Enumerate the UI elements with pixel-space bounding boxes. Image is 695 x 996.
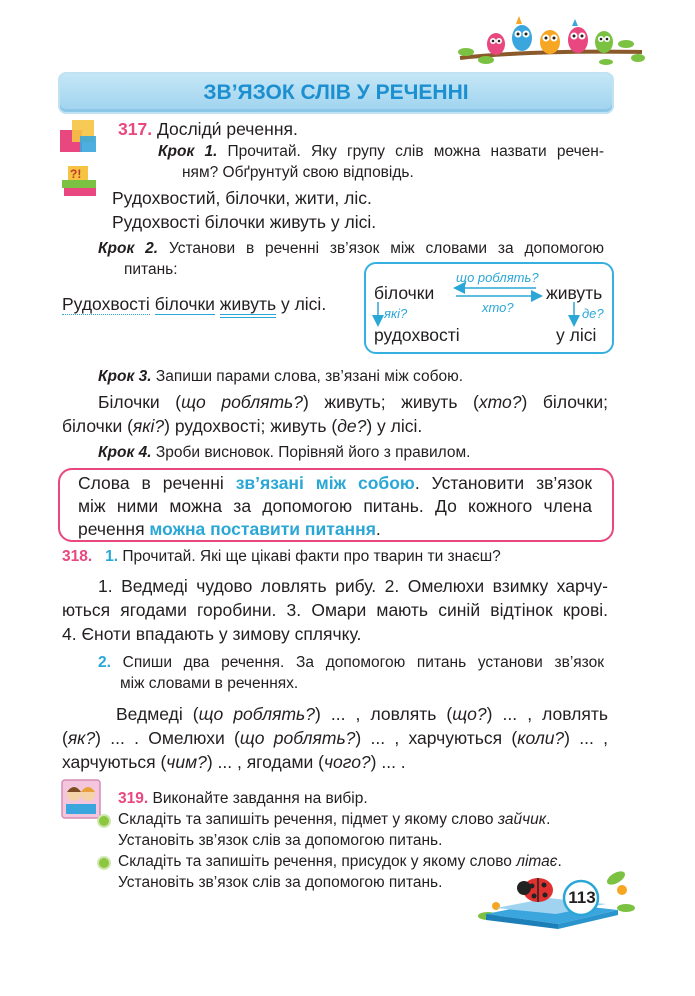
step-label: Крок 1. (158, 143, 218, 160)
attribute-word: Рудохвості (62, 294, 150, 314)
bullet-icon (97, 856, 111, 870)
exercise-number: 319. (118, 790, 149, 807)
option2-line1: Складіть та запишіть речення, присудок у якому слово літає. (118, 853, 562, 870)
children-reading-icon (58, 776, 104, 822)
page-number: 113 (568, 888, 596, 907)
exercise-number: 317. (118, 119, 153, 139)
pairs-line2: білочки (які?) рудохвості; живуть (де?) у лісі. (62, 416, 423, 436)
diagram-word-u-lisi: у лісі (556, 325, 597, 345)
predicate-word: живуть (220, 294, 276, 318)
step2-line1: Крок 2. Установи в реченні зв’язок між словами за допомогою (98, 240, 604, 257)
subtask-number: 2. (98, 654, 111, 671)
key-word: літає (516, 853, 558, 870)
facts-line1: 1. Ведмеді чудово ловлять рибу. 2. Омелюхи взимку харчу- (98, 576, 608, 596)
rule-highlight: зв’язані між собою (235, 473, 415, 493)
diagram-word-bilochky: білочки (374, 283, 435, 303)
books-question-icon (58, 160, 100, 198)
option1-line2: Установіть зв’язок слів за допомогою питань. (118, 832, 443, 849)
rule-highlight: можна поставити питання (149, 519, 376, 539)
rule-line1: Слова в реченні зв’язані між собою. Установити зв’язок (78, 473, 593, 493)
geometric-shapes-icon (58, 116, 100, 156)
ex319-heading: 319. Виконайте завдання на вибір. (118, 790, 368, 807)
rule-line2: між ними можна за допомогою питань. До кожного члена (78, 496, 592, 516)
step1-line1: Крок 1. Прочитай. Яку групу слів можна назвати речен- (158, 143, 604, 160)
option1-line1: Складіть та запишіть речення, підмет у якому слово зайчик. (118, 811, 551, 828)
pairs-line1: Білочки (що роблять?) живуть; живуть (хто?) білочки; (98, 392, 608, 412)
fill-line2: (як?) ... . Омелюхи (що роблять?) ... , харчуються (коли?) ... , (62, 728, 608, 748)
facts-line2: ються ягодами горобини. 3. Омари мають синій відтінок крові. (62, 600, 608, 620)
option2-line2: Установіть зв’язок слів за допомогою питань. (118, 874, 443, 891)
fill-line1: Ведмеді (що роблять?) ... , ловлять (що?) ... , ловлять (116, 704, 608, 724)
ex317-heading (118, 117, 298, 141)
bullet-icon (97, 814, 111, 828)
books-ladybug-illustration (476, 858, 636, 930)
diagram-word-rudokhvosti: рудохвості (374, 325, 460, 345)
step4: Крок 4. Зроби висновок. Порівняй його з правилом. (98, 444, 471, 461)
diagram-question-khto: хто? (482, 300, 514, 315)
diagram-question-de: де? (582, 306, 604, 321)
step1-line2: ням? Обґрунтуй свою відповідь. (182, 164, 414, 181)
ex318-task2-line2: між словами в реченнях. (120, 675, 299, 692)
svg-text:?!: ?! (70, 167, 82, 181)
analyzed-sentence: Рудохвості білочки живуть у лісі. (62, 292, 326, 316)
section-title: ЗВ’ЯЗОК СЛІВ У РЕЧЕННІ (58, 72, 614, 114)
step3: Крок 3. Запиши парами слова, зв’язані між собою. (98, 368, 464, 385)
diagram-question-yaki: які? (384, 306, 408, 321)
facts-line3: 4. Єноти впадають у зимову сплячку. (62, 624, 362, 644)
exercise-number: 318. (62, 548, 93, 565)
ex318-task2-line1: 2. Спиши два речення. За допомогою питань установи зв’язок (98, 654, 604, 671)
fill-line3: харчуються (чим?) ... , ягодами (чого?) ... . (62, 752, 406, 772)
subtask-number: 1. (105, 548, 119, 565)
subject-word: білочки (154, 294, 215, 314)
sentence: Рудохвості білочки живуть у лісі. (112, 212, 377, 232)
ex318-heading: 318. 1. Прочитай. Які ще цікаві факти про тварин ти знаєш? (62, 548, 501, 565)
diagram-question-scho-robliat: що роблять? (456, 270, 539, 285)
step2-line2: питань: (124, 261, 178, 278)
rule-line3: речення можна поставити питання. (78, 519, 381, 539)
key-word: зайчик (497, 811, 547, 828)
diagram-word-zhyvut: живуть (546, 283, 603, 303)
word-group: Рудохвостий, білочки, жити, ліс. (112, 188, 372, 208)
exercise-task: Досліди́ речення. (156, 119, 298, 139)
birds-on-branch-illustration (456, 14, 646, 70)
